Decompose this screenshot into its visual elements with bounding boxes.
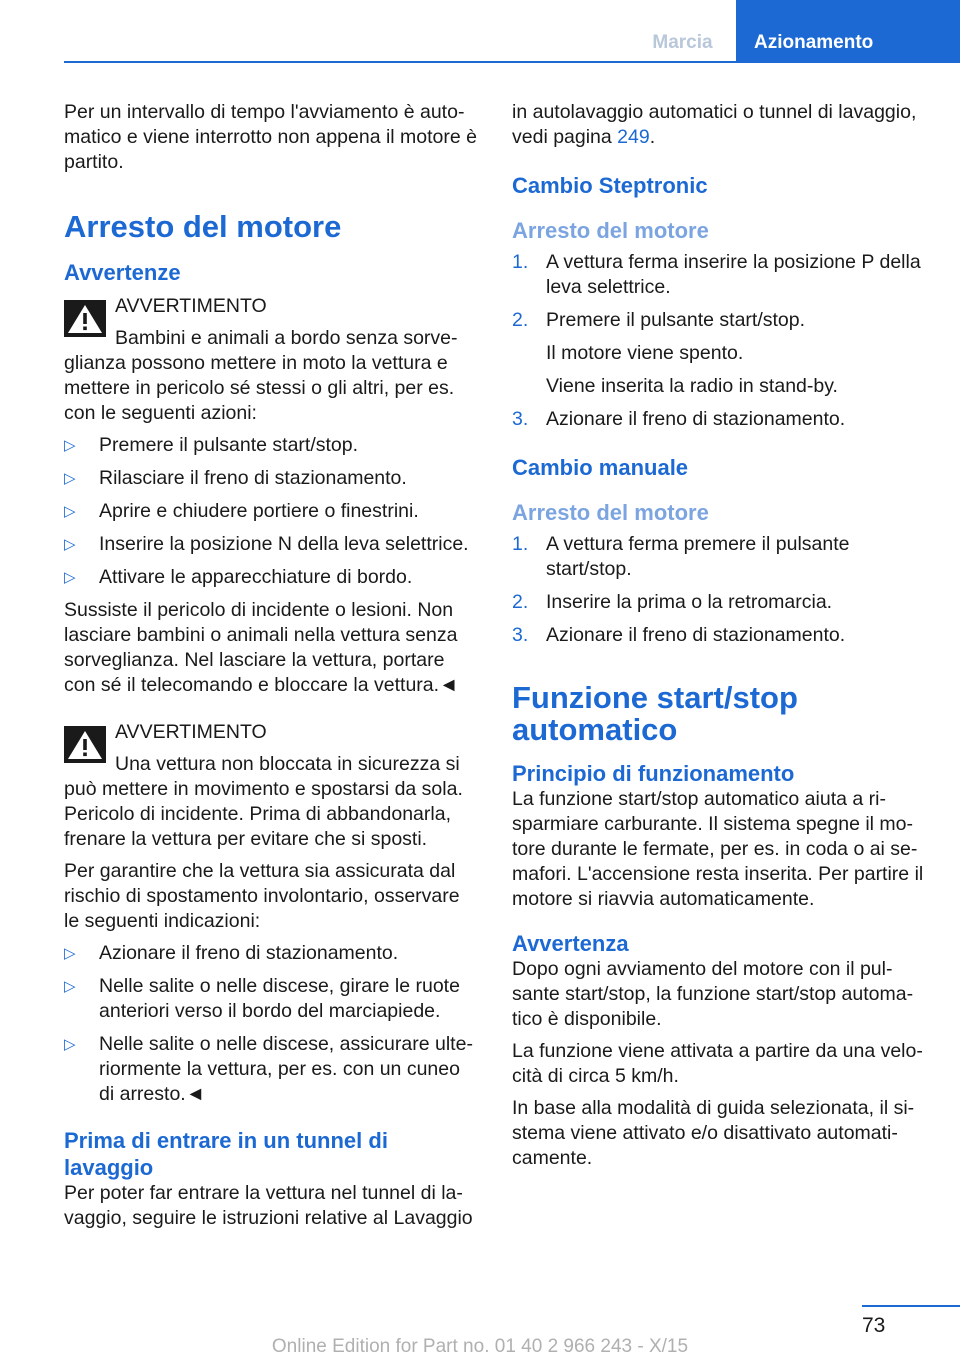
triangle-right-icon: ▷ [64,536,76,553]
right-column [512,100,925,1178]
warning-list-1 [64,433,477,590]
header-section: Marcia [652,32,713,53]
list-item: ▷ Inserire la posizione N della leva selettrice. [64,533,469,555]
heading-arresto: Arresto del motore [64,209,342,244]
edition-watermark: Online Edition for Part no. 01 40 2 966 243 - X/15 [271,1336,689,1357]
warning-title: AVVERTIMENTO [115,721,267,743]
heading-note: Avvertenza [512,931,629,956]
page-number: 73 [862,1314,886,1337]
heading-start-stop: Funzione start/stop automatico [512,680,798,747]
warning-triangle-icon [64,726,106,763]
heading-tunnel: Prima di entrare in un tunnel di lavaggio [64,1128,388,1180]
triangle-right-icon: ▷ [64,978,76,995]
heading-steptronic: Cambio Steptronic [512,173,708,198]
note-paragraph-3: In base alla modalità di guida selezionata, il sistema viene attivato e/o disattivato automaticamente. [512,1097,915,1169]
list-item: 1. A vettura ferma inserire la posizione P della leva selettrice. [512,251,921,298]
list-item: 3. Azionare il freno di stazionamento. [512,624,846,646]
list-item: ▷ Nelle salite o nelle discese, assicurare ulteriormente la vettura, per es. con un cuneo di arresto.◄ [64,1033,473,1105]
list-item: ▷ Rilasciare il freno di stazionamento. [64,467,407,489]
list-item: ▷ Attivare le apparecchiature di bordo. [64,566,413,588]
steps-steptronic [512,250,925,432]
triangle-right-icon: ▷ [64,945,76,962]
note-paragraph-1: Dopo ogni avviamento del motore con il pulsante start/stop, la funzione start/stop automatico è disponibile. [512,958,914,1030]
list-item: ▷ Nelle salite o nelle discese, girare le ruote anteriori verso il bordo del marciapiede. [64,975,460,1022]
left-column [64,100,477,1238]
warning-title: AVVERTIMENTO [115,295,267,317]
warning-text: Una vettura non bloccata in sicurezza si può mettere in movimento e spostarsi da sola. Pericolo di incidente. Prima di abbandonarla, frenare la vettura per evitare che si sposti. [64,753,463,850]
heading-principle: Principio di funzionamento [512,761,795,786]
page-link[interactable]: 249 [617,126,650,148]
steps-manual [512,532,925,648]
subheading-arresto-2: Arresto del motore [512,500,709,525]
heading-avvertenze: Avvertenze [64,260,181,285]
warning-triangle-icon [64,300,106,337]
footer-rule [862,1305,960,1307]
triangle-right-icon: ▷ [64,569,76,586]
triangle-right-icon: ▷ [64,437,76,454]
list-item: 3. Azionare il freno di stazionamento. [512,408,846,430]
intro-paragraph: Per un intervallo di tempo l'avviamento è automatico e viene interrotto non appena il motore è partito. [64,101,477,173]
continued-paragraph: in autolavaggio automatici o tunnel di lavaggio, vedi pagina 249. [512,101,917,148]
page-header [629,0,960,62]
warning-list-2 [64,941,477,1107]
list-item: 1. A vettura ferma premere il pulsante start/stop. [512,533,850,580]
warning-consequence: Sussiste il pericolo di incidente o lesioni. Non lasciare bambini o animali nella vettura senza sorveglianza. Nel lasciare la vettura, portare con sé il telecomando e bloccare la vettura.◄ [64,599,459,696]
list-item: ▷ Premere il pulsante start/stop. [64,434,359,456]
list-item: 2. Inserire la prima o la retromarcia. [512,591,833,613]
triangle-right-icon: ▷ [64,503,76,520]
tunnel-paragraph: Per poter far entrare la vettura nel tunnel di lavaggio, seguire le istruzioni relative al Lavaggio [64,1182,473,1229]
header-chapter: Azionamento [736,0,960,62]
warning-block-1 [64,294,477,698]
subheading-arresto-1: Arresto del motore [512,218,709,243]
note-paragraph-2: La funzione viene attivata a partire da una velocità di circa 5 km/h. [512,1040,923,1087]
warning-text-2: Per garantire che la vettura sia assicurata dal rischio di spostamento involontario, osservare le seguenti indicazioni: [64,860,460,932]
heading-manual: Cambio manuale [512,455,689,480]
warning-block-2 [64,720,477,1107]
triangle-right-icon: ▷ [64,470,76,487]
warning-text: Bambini e animali a bordo senza sorveglianza possono mettere in moto la vettura e mettere in pericolo sé stessi o gli altri, per es. con le seguenti azioni: [64,327,458,424]
header-rule [64,61,960,63]
list-item: ▷ Azionare il freno di stazionamento. [64,942,399,964]
triangle-right-icon: ▷ [64,1036,76,1053]
list-item: 2. Premere il pulsante start/stop. Il motore viene spento. Viene inserita la radio in stand-by. [512,309,838,397]
principle-paragraph: La funzione start/stop automatico aiuta a risparmiare carburante. Il sistema spegne il motore durante le fermate, per es. in coda o ai semafori. L'accensione resta inserita. Per partire il motore si riavvia automaticamente. [512,788,924,910]
list-item: ▷ Aprire e chiudere portiere o finestrini. [64,500,419,522]
